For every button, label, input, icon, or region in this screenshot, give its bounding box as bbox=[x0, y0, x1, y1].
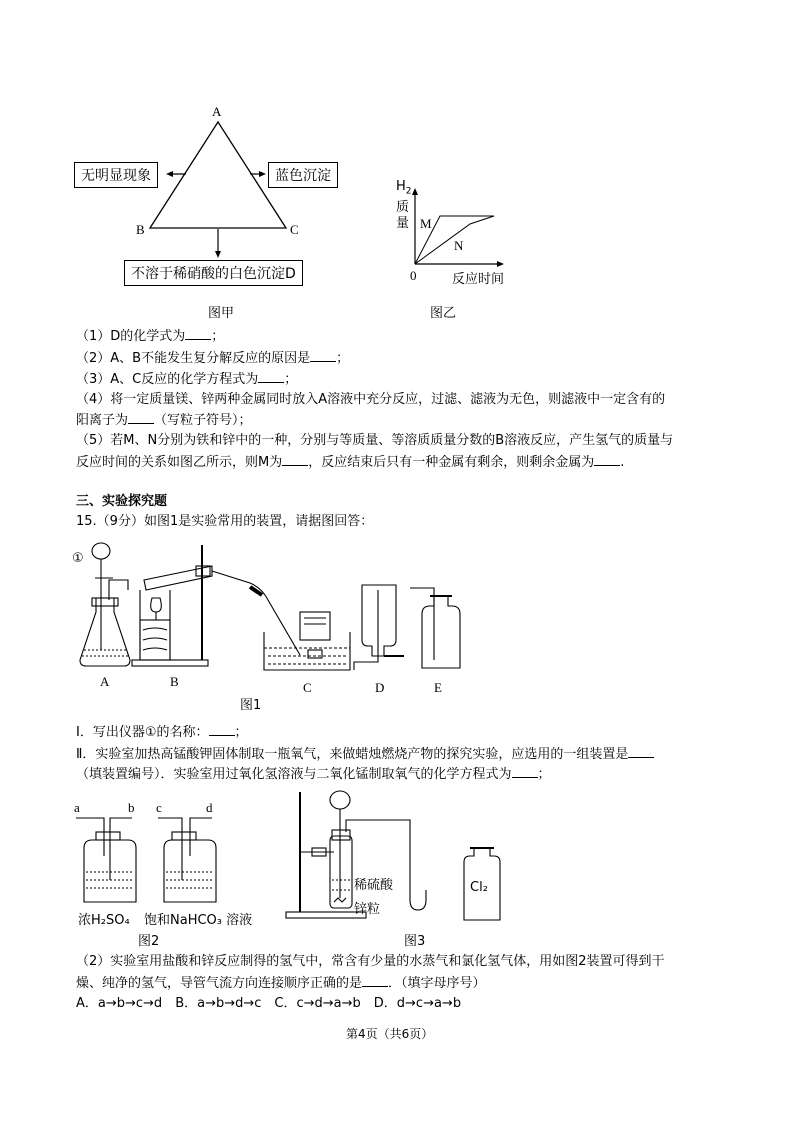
bottle-1-label: 浓H₂SO₄ bbox=[78, 913, 130, 928]
q14-part4-line2: 阳离子为 （写粒子符号）； bbox=[76, 413, 252, 428]
vertex-b: B bbox=[136, 222, 145, 237]
ylabel-mass1: 质 bbox=[396, 200, 410, 215]
q14-part1: （1）D的化学式为 ； bbox=[76, 329, 225, 344]
acid-label: 稀硫酸 bbox=[354, 878, 394, 893]
box-no-phenomenon: 无明显现象 bbox=[74, 162, 158, 188]
bottle-2-label: 饱和NaHCO₃ 溶液 bbox=[144, 913, 253, 928]
q14-part5-line2: 反应时间的关系如图乙所示，则M为 ，反应结束后只有一种金属有剩余，则剩余金属为 . bbox=[76, 455, 625, 470]
q15-part-ii-line1: Ⅱ．实验室加热高锰酸钾固体制取一瓶氧气，来做蜡烛燃烧产物的探究实验，应选用的一组装置是 bbox=[76, 745, 654, 764]
ylabel-mass2: 量 bbox=[396, 216, 410, 231]
label-b: B bbox=[170, 674, 179, 689]
caption-fig1: 图1 bbox=[240, 698, 262, 713]
box-blue-precipitate: 蓝色沉淀 bbox=[268, 162, 338, 188]
section-title: 三、实验探究题 bbox=[76, 494, 168, 509]
vertex-c: C bbox=[290, 222, 299, 237]
q15-intro: 15.（9分）如图1是实验常用的装置，请据图回答： bbox=[76, 514, 374, 529]
page-footer: 第4页（共6页） bbox=[346, 1027, 434, 1041]
q15-options: A．a→b→c→d B．a→b→d→c C．c→d→a→b D．d→c→a→b bbox=[76, 996, 462, 1011]
port-a: a bbox=[74, 800, 80, 815]
label-e: E bbox=[434, 680, 442, 695]
label-n: N bbox=[454, 238, 464, 253]
q14-part5-line1: （5）若M、N分别为铁和锌中的一种，分别与等质量、等溶质质量分数的B溶液反应，产生氢气的质量与 bbox=[76, 433, 674, 448]
gas-cl2-label: Cl₂ bbox=[470, 880, 488, 895]
label-m: M bbox=[420, 216, 432, 231]
caption-fig2: 图2 bbox=[138, 934, 160, 949]
origin-zero: 0 bbox=[410, 268, 417, 283]
caption-yi: 图乙 bbox=[430, 306, 457, 321]
caption-jia: 图甲 bbox=[208, 306, 235, 321]
label-a: A bbox=[100, 674, 110, 689]
zinc-label: 锌粒 bbox=[354, 902, 381, 917]
port-d: d bbox=[206, 800, 213, 815]
ylabel-h: $H_2$ bbox=[396, 179, 412, 197]
label-c: C bbox=[303, 680, 312, 695]
vertex-a: A bbox=[212, 104, 222, 119]
q15-part2-line2: 燥、纯净的氢气，导管气流方向连接顺序正确的是 ．（填字母序号） bbox=[76, 976, 486, 991]
label-d: D bbox=[375, 680, 385, 695]
marker-circled-1: ① bbox=[72, 551, 84, 566]
caption-fig3: 图3 bbox=[404, 934, 426, 949]
port-c: c bbox=[156, 800, 162, 815]
port-b: b bbox=[128, 800, 135, 815]
q15-part-i: Ⅰ．写出仪器①的名称： ； bbox=[76, 725, 248, 740]
xlabel-time: 反应时间 bbox=[452, 272, 505, 287]
q14-part3: （3）A、C反应的化学方程式为 ； bbox=[76, 372, 298, 387]
q14-part4-line1: （4）将一定质量镁、锌两种金属同时放入A溶液中充分反应，过滤、滤液为无色，则滤液中一定含有的 bbox=[76, 392, 666, 407]
box-white-precipitate: 不溶于稀硝酸的白色沉淀D bbox=[124, 260, 303, 286]
q14-part2: （2）A、B不能发生复分解反应的原因是 ； bbox=[76, 351, 350, 366]
q15-part-ii-line2: （填装置编号）．实验室用过氧化氢溶液与二氧化锰制取氧气的化学方程式为 ； bbox=[76, 767, 551, 782]
q15-part2-line1: （2）实验室用盐酸和锌反应制得的氢气中，常含有少量的水蒸气和氯化氢气体，用如图2装置可得到干 bbox=[76, 954, 665, 969]
